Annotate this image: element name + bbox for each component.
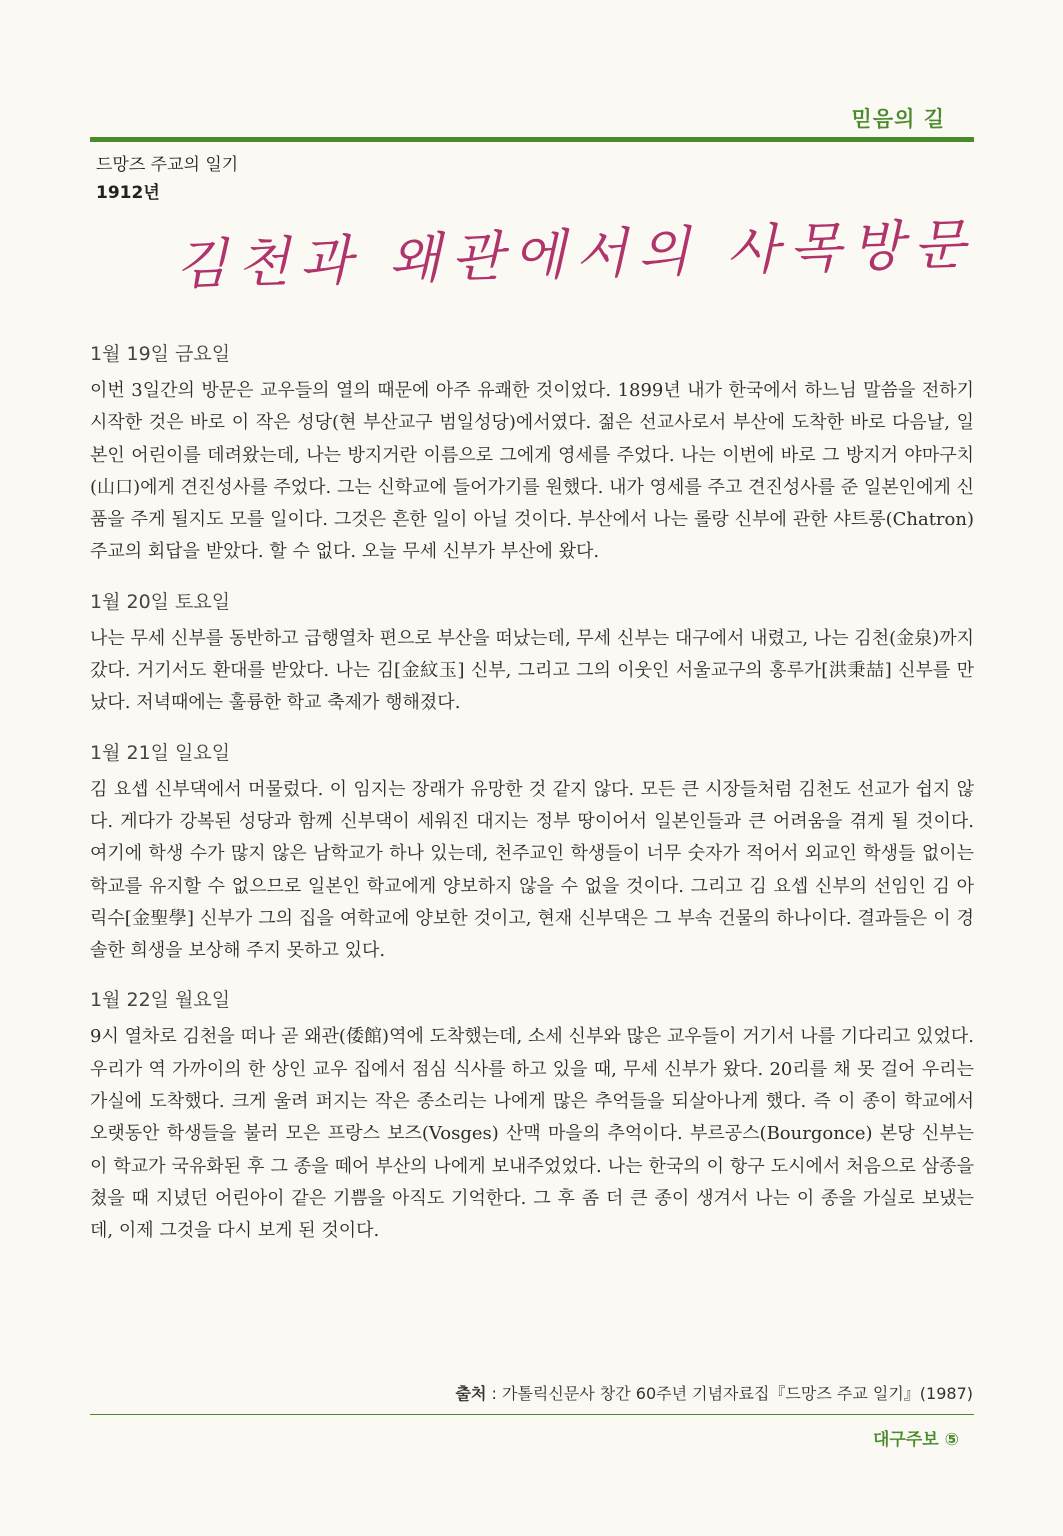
article-content — [90, 340, 974, 1267]
series-info — [96, 151, 238, 207]
entry-date: 1월 20일 토요일 — [90, 590, 231, 613]
series-year: 1912년 — [96, 183, 160, 203]
entry-body: 이번 3일간의 방문은 교우들의 열의 때문에 아주 유쾌한 것이었다. 1899년 내가 한국에서 하느님 말씀을 전하기 시작한 것은 바로 이 작은 성당(현 부산교구 범일성당)에서였다. 젊은 선교사로서 부산에 도착한 바로 다음날, 일본인 어린이를 데려왔는데, 나는 방지거란 이름으로 그에게 영세를 주었다. 나는 이번에 바로 그 방지거 야마구치(山口)에게 견진성사를 주었다. 그는 신학교에 들어가기를 원했다. 내가 영세를 주고 견진성사를 준 일본인에게 신품을 주게 될지도 모를 일이다. 그것은 흔한 일이 아닐 것이다. 부산에서 나는 롤랑 신부에 관한 샤트롱(Chatron) 주교의 회답을 받았다. 할 수 없다. 오늘 무세 신부가 부산에 왔다. — [90, 380, 974, 563]
entry-body: 9시 열차로 김천을 떠나 곧 왜관(倭館)역에 도착했는데, 소세 신부와 많은 교우들이 거기서 나를 기다리고 있었다. 우리가 역 가까이의 한 상인 교우 집에서 점심 식사를 하고 있을 때, 무세 신부가 왔다. 20리를 채 못 걸어 우리는 가실에 도착했다. 크게 울려 퍼지는 작은 종소리는 나에게 많은 추억들을 되살아나게 했다. 즉 이 종이 학교에서 오랫동안 학생들을 불러 모은 프랑스 보즈(Vosges) 산맥 마을의 추억이다. 부르공스(Bourgonce) 본당 신부는 이 학교가 국유화된 후 그 종을 떼어 부산의 나에게 보내주었었다. 나는 한국의 이 항구 도시에서 처음으로 삼종을 쳤을 때 지녔던 어린아이 같은 기쁨을 아직도 기억한다. 그 후 좀 더 큰 종이 생겨서 나는 이 종을 가실로 보냈는데, 이제 그것을 다시 보게 된 것이다. — [90, 1026, 974, 1242]
bottom-rule — [90, 1414, 974, 1415]
diary-entry — [90, 340, 974, 569]
entry-body: 김 요셉 신부댁에서 머물렀다. 이 임지는 장래가 유망한 것 같지 않다. 모든 큰 시장들처럼 김천도 선교가 쉽지 않다. 게다가 강복된 성당과 함께 신부댁이 세워진 대지는 정부 땅이어서 일본인들과 큰 어려움을 겪게 될 것이다. 여기에 학생 수가 많지 않은 남학교가 하나 있는데, 천주교인 학생들이 너무 숫자가 적어서 외교인 학생들 없이는 학교를 유지할 수 없으므로 일본인 학교에게 양보하지 않을 수 없을 것이다. 그리고 김 요셉 신부의 선임인 김 아릭수[金聖學] 신부가 그의 집을 여학교에 양보한 것이고, 현재 신부댁은 그 부속 건물의 하나이다. 결과들은 이 경솔한 희생을 보상해 주지 못하고 있다. — [90, 778, 974, 962]
source-label: 출처 — [455, 1384, 487, 1403]
section-label: 믿음의 길 — [851, 107, 945, 131]
diary-entry — [90, 986, 974, 1247]
entry-body: 나는 무세 신부를 동반하고 급행열차 편으로 부산을 떠났는데, 무세 신부는 대구에서 내렸고, 나는 김천(金泉)까지 갔다. 거기서도 환대를 받았다. 나는 김[金紋玉] 신부, 그리고 그의 이웃인 서울교구의 홍루가[洪秉喆] 신부를 만났다. 저녁때에는 훌륭한 학교 축제가 행해졌다. — [90, 627, 974, 714]
top-rule — [90, 137, 974, 142]
series-title: 드망즈 주교의 일기 — [96, 155, 239, 175]
source-citation — [455, 1381, 973, 1404]
article-title: 김천과 왜관에서의 사목방문 — [174, 212, 976, 297]
publication-footer: 대구주보 ⑤ — [873, 1430, 959, 1450]
diary-entry — [90, 588, 974, 720]
entry-date: 1월 21일 일요일 — [90, 741, 231, 764]
entry-date: 1월 19일 금요일 — [90, 343, 231, 365]
source-text: : 가톨릭신문사 창간 60주년 기념자료집『드망즈 주교 일기』(1987) — [486, 1384, 973, 1403]
entry-date: 1월 22일 월요일 — [90, 989, 231, 1012]
diary-entry — [90, 739, 974, 968]
